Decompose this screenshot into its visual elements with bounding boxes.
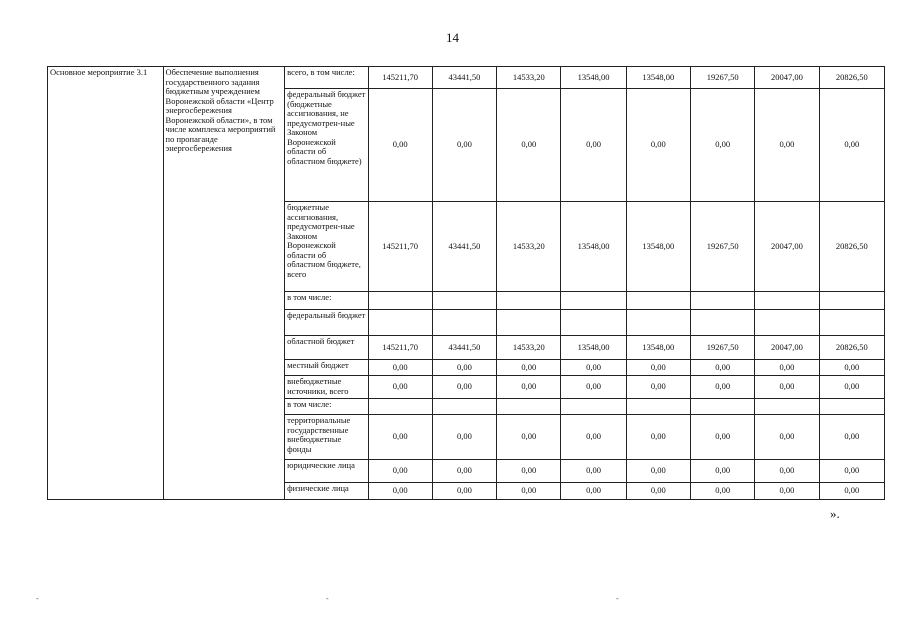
value-cell xyxy=(755,292,819,310)
value-cell: 0,00 xyxy=(691,89,755,202)
value-cell: 0,00 xyxy=(561,360,626,376)
value-cell: 0,00 xyxy=(755,415,819,460)
value-cell xyxy=(691,292,755,310)
value-cell xyxy=(691,399,755,415)
value-cell xyxy=(819,292,884,310)
value-cell: 0,00 xyxy=(368,483,432,500)
value-cell: 13548,00 xyxy=(626,202,690,292)
value-cell: 14533,20 xyxy=(497,67,561,89)
value-cell: 43441,50 xyxy=(432,67,496,89)
value-cell: 13548,00 xyxy=(626,67,690,89)
value-cell: 0,00 xyxy=(755,360,819,376)
funding-source-label: внебюджетные источники, всего xyxy=(285,376,368,399)
value-cell: 145211,70 xyxy=(368,336,432,360)
value-cell: 0,00 xyxy=(626,460,690,483)
value-cell: 0,00 xyxy=(691,376,755,399)
measure-name-cell: Основное мероприятие 3.1 xyxy=(48,67,164,500)
value-cell xyxy=(626,310,690,336)
value-cell: 0,00 xyxy=(561,376,626,399)
value-cell: 0,00 xyxy=(561,460,626,483)
value-cell: 0,00 xyxy=(819,460,884,483)
table-row xyxy=(48,67,885,89)
funding-source-label: бюджетные ассигнования, предусмотрен-ные Законом Воронежской области об областном бюджете, всего xyxy=(285,202,368,292)
funding-source-label: областной бюджет xyxy=(285,336,368,360)
value-cell xyxy=(432,399,496,415)
value-cell: 19267,50 xyxy=(691,67,755,89)
value-cell: 13548,00 xyxy=(626,336,690,360)
value-cell: 0,00 xyxy=(497,483,561,500)
value-cell: 0,00 xyxy=(368,460,432,483)
value-cell: 20047,00 xyxy=(755,202,819,292)
funding-source-label: юридические лица xyxy=(285,460,368,483)
value-cell: 13548,00 xyxy=(561,202,626,292)
value-cell: 0,00 xyxy=(691,415,755,460)
value-cell: 14533,20 xyxy=(497,336,561,360)
value-cell: 20047,00 xyxy=(755,336,819,360)
funding-source-label: в том числе: xyxy=(285,292,368,310)
value-cell: 0,00 xyxy=(432,415,496,460)
stray-mark: - xyxy=(326,594,329,603)
funding-source-label: физические лица xyxy=(285,483,368,500)
value-cell xyxy=(432,310,496,336)
value-cell: 0,00 xyxy=(561,483,626,500)
funding-source-label: местный бюджет xyxy=(285,360,368,376)
measure-description-cell: Обеспечение выполнения государственного задания бюджетным учреждением Воронежской области «Центр энергосбережения Воронежской области», в том числе комплекса мероприятий по пропаганде энергосбережения xyxy=(163,67,285,500)
value-cell: 20826,50 xyxy=(819,336,884,360)
value-cell: 0,00 xyxy=(819,89,884,202)
value-cell: 0,00 xyxy=(497,89,561,202)
page-number: 14 xyxy=(446,30,459,45)
funding-source-label: всего, в том числе: xyxy=(285,67,368,89)
value-cell xyxy=(626,399,690,415)
value-cell xyxy=(368,310,432,336)
stray-mark: - xyxy=(616,594,619,603)
value-cell xyxy=(561,292,626,310)
value-cell: 0,00 xyxy=(626,89,690,202)
value-cell: 0,00 xyxy=(368,376,432,399)
funding-source-label: федеральный бюджет (бюджетные ассигнования, не предусмотрен-ные Законом Воронежской области об областном бюджете) xyxy=(285,89,368,202)
value-cell xyxy=(819,399,884,415)
value-cell: 0,00 xyxy=(691,483,755,500)
value-cell xyxy=(626,292,690,310)
value-cell: 13548,00 xyxy=(561,67,626,89)
value-cell: 0,00 xyxy=(497,376,561,399)
value-cell: 0,00 xyxy=(432,376,496,399)
value-cell: 0,00 xyxy=(368,360,432,376)
value-cell xyxy=(561,310,626,336)
value-cell: 19267,50 xyxy=(691,336,755,360)
value-cell xyxy=(497,292,561,310)
value-cell: 0,00 xyxy=(497,460,561,483)
value-cell: 0,00 xyxy=(497,360,561,376)
value-cell: 20047,00 xyxy=(755,67,819,89)
value-cell: 13548,00 xyxy=(561,336,626,360)
value-cell: 0,00 xyxy=(368,415,432,460)
value-cell: 145211,70 xyxy=(368,202,432,292)
value-cell: 0,00 xyxy=(755,483,819,500)
funding-source-label: территориальные государственные внебюджетные фонды xyxy=(285,415,368,460)
value-cell: 0,00 xyxy=(755,460,819,483)
value-cell xyxy=(755,310,819,336)
value-cell: 0,00 xyxy=(819,483,884,500)
value-cell xyxy=(819,310,884,336)
value-cell xyxy=(755,399,819,415)
value-cell: 0,00 xyxy=(819,360,884,376)
value-cell xyxy=(691,310,755,336)
value-cell xyxy=(368,292,432,310)
value-cell: 20826,50 xyxy=(819,202,884,292)
value-cell: 0,00 xyxy=(432,89,496,202)
value-cell: 14533,20 xyxy=(497,202,561,292)
closing-quote-mark: ». xyxy=(830,506,840,521)
value-cell xyxy=(368,399,432,415)
value-cell: 0,00 xyxy=(432,483,496,500)
stray-mark: - xyxy=(36,594,39,603)
value-cell: 43441,50 xyxy=(432,336,496,360)
funding-source-label: в том числе: xyxy=(285,399,368,415)
value-cell: 43441,50 xyxy=(432,202,496,292)
value-cell: 0,00 xyxy=(432,360,496,376)
funding-source-label: федеральный бюджет xyxy=(285,310,368,336)
value-cell: 0,00 xyxy=(819,376,884,399)
value-cell xyxy=(561,399,626,415)
budget-table xyxy=(47,66,885,500)
value-cell: 0,00 xyxy=(626,376,690,399)
value-cell xyxy=(497,310,561,336)
value-cell xyxy=(497,399,561,415)
value-cell: 0,00 xyxy=(497,415,561,460)
value-cell: 0,00 xyxy=(819,415,884,460)
value-cell: 0,00 xyxy=(691,360,755,376)
value-cell: 0,00 xyxy=(561,415,626,460)
value-cell: 0,00 xyxy=(626,360,690,376)
value-cell: 20826,50 xyxy=(819,67,884,89)
value-cell: 0,00 xyxy=(691,460,755,483)
value-cell: 0,00 xyxy=(755,89,819,202)
value-cell: 19267,50 xyxy=(691,202,755,292)
value-cell: 0,00 xyxy=(626,483,690,500)
value-cell: 0,00 xyxy=(626,415,690,460)
value-cell xyxy=(432,292,496,310)
value-cell: 0,00 xyxy=(561,89,626,202)
value-cell: 0,00 xyxy=(755,376,819,399)
value-cell: 145211,70 xyxy=(368,67,432,89)
value-cell: 0,00 xyxy=(368,89,432,202)
value-cell: 0,00 xyxy=(432,460,496,483)
